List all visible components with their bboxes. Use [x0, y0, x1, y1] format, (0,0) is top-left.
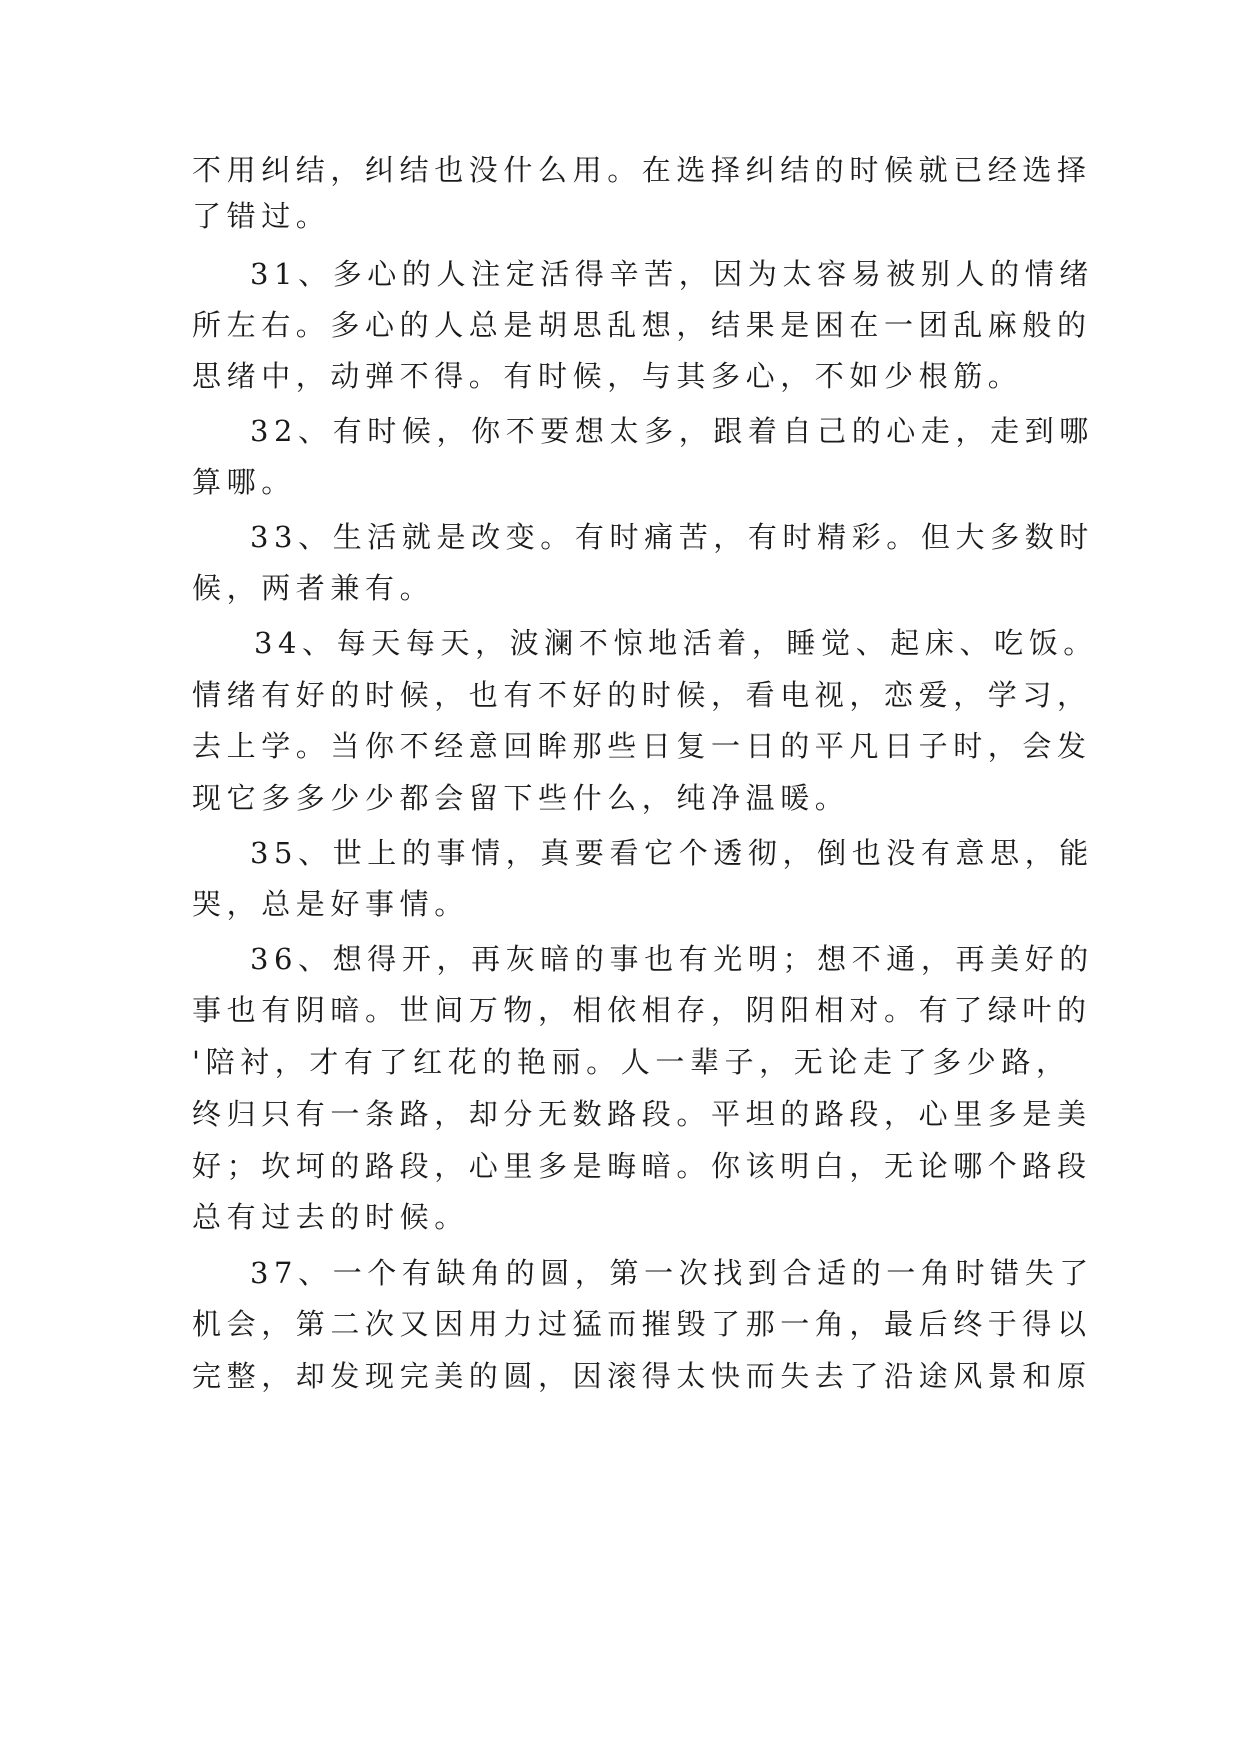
- text-line: 总有过去的时候。: [192, 1200, 469, 1234]
- text-line: 事也有阴暗。世间万物，相依相存，阴阳相对。有了绿叶的: [192, 993, 1092, 1027]
- text-line: 候，两者兼有。: [192, 571, 435, 605]
- text-line: 机会，第二次又因用力过猛而摧毁了那一角，最后终于得以: [192, 1307, 1092, 1341]
- text-line: 了错过。: [192, 199, 331, 233]
- text-line: 思绪中，动弹不得。有时候，与其多心，不如少根筋。: [192, 359, 1023, 393]
- paragraph-37-start: 37、一个有缺角的圆，第一次找到合适的一角时错失了: [250, 1256, 1094, 1290]
- text-line: 所左右。多心的人总是胡思乱想，结果是困在一团乱麻般的: [192, 308, 1092, 342]
- text-line: 算哪。: [192, 465, 296, 499]
- text-line: 去上学。当你不经意回眸那些日复一日的平凡日子时，会发: [192, 729, 1092, 763]
- paragraph-33-start: 33、生活就是改变。有时痛苦，有时精彩。但大多数时: [250, 520, 1094, 554]
- paragraph-36-start: 36、想得开，再灰暗的事也有光明；想不通，再美好的: [250, 942, 1094, 976]
- text-line: 现它多多少少都会留下些什么，纯净温暖。: [192, 781, 850, 815]
- text-line: 情绪有好的时候，也有不好的时候，看电视，恋爱，学习，: [192, 678, 1092, 712]
- text-line: 终归只有一条路，却分无数路段。平坦的路段，心里多是美: [192, 1097, 1092, 1131]
- text-line: 不用纠结，纠结也没什么用。在选择纠结的时候就已经选择: [192, 153, 1092, 187]
- text-line: 哭，总是好事情。: [192, 887, 469, 921]
- paragraph-32-start: 32、有时候，你不要想太多，跟着自己的心走，走到哪: [250, 414, 1094, 448]
- text-line: '陪衬，才有了红花的艳丽。人一辈子，无论走了多少路，: [192, 1045, 1071, 1079]
- paragraph-34-start: 34、每天每天，波澜不惊地活着，睡觉、起床、吃饭。: [254, 626, 1098, 660]
- text-line: 好；坎坷的路段，心里多是晦暗。你该明白，无论哪个路段: [192, 1149, 1092, 1183]
- paragraph-35-start: 35、世上的事情，真要看它个透彻，倒也没有意思，能: [250, 836, 1094, 870]
- paragraph-31-start: 31、多心的人注定活得辛苦，因为太容易被别人的情绪: [250, 257, 1094, 291]
- text-line: 完整，却发现完美的圆，因滚得太快而失去了沿途风景和原: [192, 1359, 1092, 1393]
